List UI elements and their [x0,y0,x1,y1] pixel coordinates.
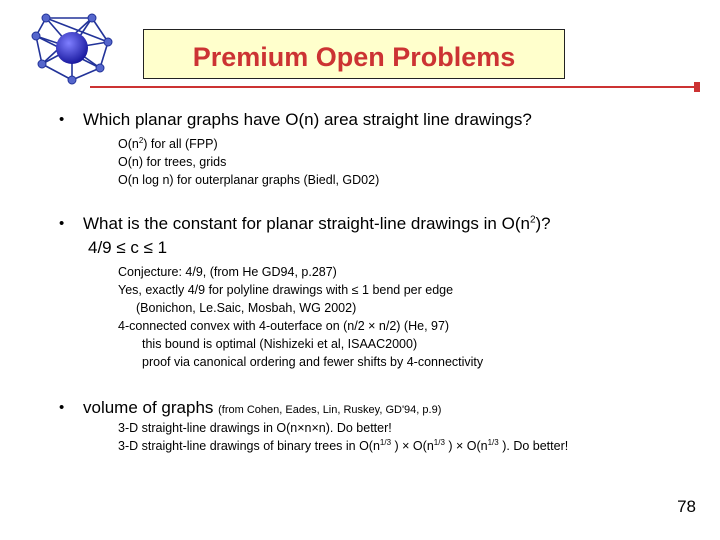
page-number: 78 [677,497,696,516]
section1-item-1: $O(n^2)$ for all (FPP) [118,135,218,151]
section1-item-2: O(n) for trees, grids [118,155,227,169]
section3-item-2: 3-D straight-line drawings of binary trees in $O(n^{1/3}$ ) × $O(n^{1/3}$ ) × $O(n^{1/3}$ ). Do better! [118,437,569,453]
bullet-3: • [59,399,65,416]
section2-item: (Bonichon, Le.Saic, Mosbah, WG 2002) [136,301,357,315]
bullet-2: • [59,215,65,232]
section3-heading: volume of graphs (from Cohen, Eades, Lin, Ruskey, GD'94, p.9) [83,398,442,417]
section2-item: this bound is optimal (Nishizeki et al, ISAAC2000) [142,337,418,351]
bullet-1: • [59,111,65,128]
title-box [143,29,565,79]
section2-item: Yes, exactly 4/9 for polyline drawings with ≤ 1 bend per edge [118,283,454,297]
graph-network-logo [28,8,118,86]
slide-title: Premium Open Problems [192,42,516,72]
section2-item: Conjecture: 4/9, (from He GD94, p.287) [118,265,337,279]
title-underline [90,86,698,88]
section3-item-1: 3-D straight-line drawings in O(n×n×n). Do better! [118,421,392,435]
section2-item: 4-connected convex with 4-outerface on (n/2 × n/2) (He, 97) [118,319,450,333]
title-underline-end [694,82,700,92]
section2-bound: 4/9 ≤ c ≤ 1 [88,238,168,257]
section2-item: proof via canonical ordering and fewer shifts by 4-connectivity [142,355,484,369]
section3-citation: (from Cohen, Eades, Lin, Ruskey, GD'94, p.9) [218,404,442,416]
section1-item-3: O(n log n) for outerplanar graphs (Biedl, GD02) [118,173,380,187]
section2-heading: What is the constant for planar straight-line drawings in $O(n^2)$? [83,214,551,233]
section1-heading: Which planar graphs have O(n) area straight line drawings? [83,110,532,129]
